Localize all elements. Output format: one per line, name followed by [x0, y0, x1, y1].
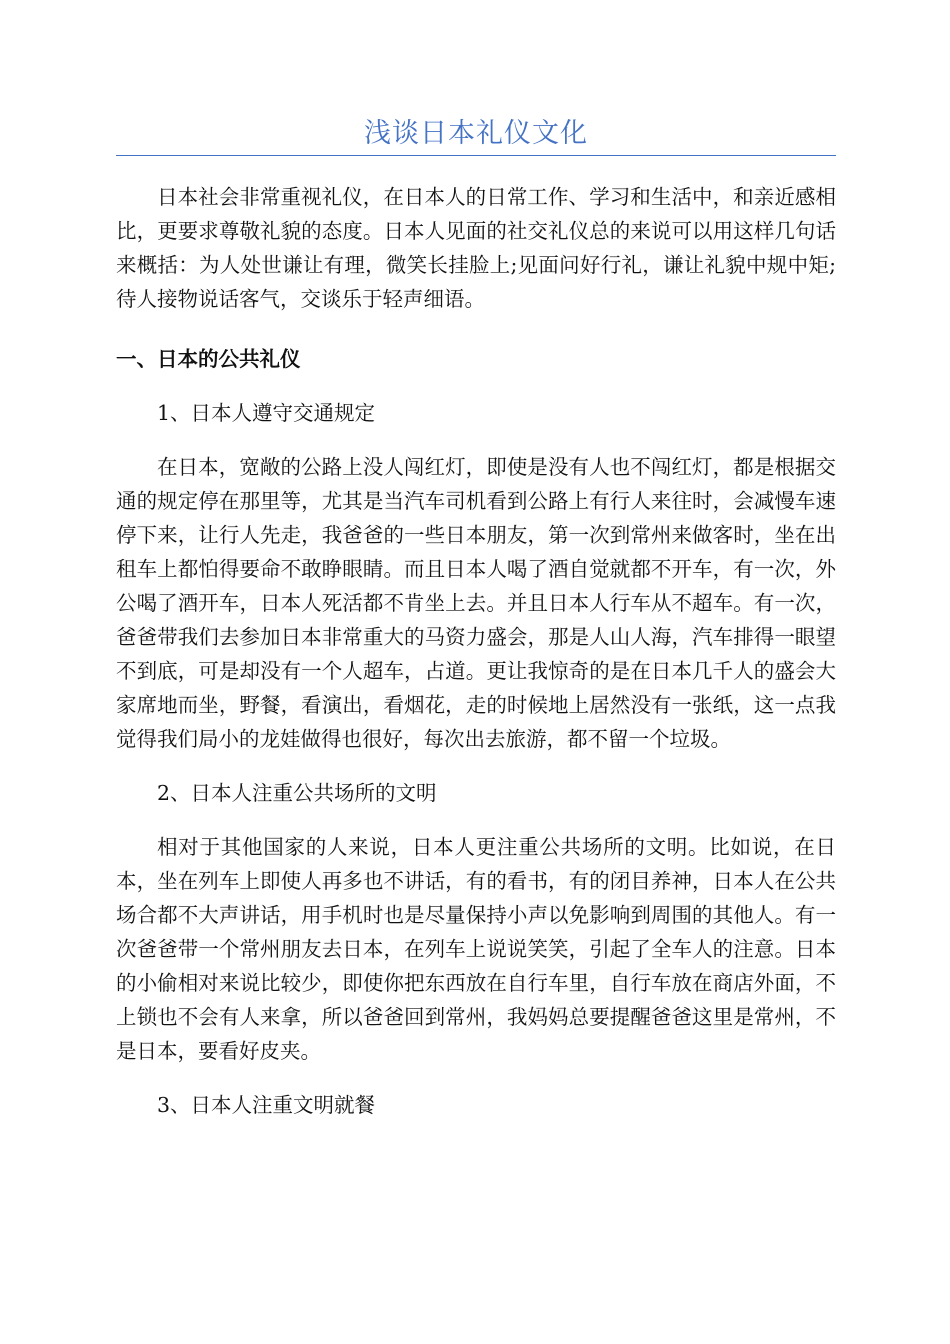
- title-underline: [116, 155, 836, 156]
- paragraph-public-civility: 相对于其他国家的人来说，日本人更注重公共场所的文明。比如说，在日本，坐在列车上即使人再多也不讲话，有的看书，有的闭目养神，日本人在公共场合都不大声讲话，用手机时也是尽量保持小声以免影响到周围的其他人。有一次爸爸带一个常州朋友去日本，在列车上说说笑笑，引起了全车人的注意。日本的小偷相对来说比较少，即使你把东西放在自行车里，自行车放在商店外面，不上锁也不会有人来拿，所以爸爸回到常州，我妈妈总要提醒爸爸这里是常州，不是日本，要看好皮夹。: [116, 835, 836, 1063]
- subheading-dining-manners: 3、日本人注重文明就餐: [157, 1093, 376, 1117]
- paragraph-traffic-rules: 在日本，宽敞的公路上没人闯红灯，即使是没有人也不闯红灯，都是根据交通的规定停在那里等，尤其是当汽车司机看到公路上有行人来往时，会减慢车速停下来，让行人先走，我爸爸的一些日本朋友，第一次到常州来做客时，坐在出租车上都怕得要命不敢睁眼睛。而且日本人喝了酒自觉就都不开车，有一次，外公喝了酒开车，日本人死活都不肯坐上去。并且日本人行车从不超车。有一次，爸爸带我们去参加日本非常重大的马资力盛会，那是人山人海，汽车排得一眼望不到底，可是却没有一个人超车，占道。更让我惊奇的是在日本几千人的盛会大家席地而坐，野餐，看演出，看烟花，走的时候地上居然没有一张纸，这一点我觉得我们局小的龙娃做得也很好，每次出去旅游，都不留一个垃圾。: [116, 455, 836, 751]
- section-heading-public-etiquette: 一、日本的公共礼仪: [116, 347, 301, 371]
- subheading-traffic-rules: 1、日本人遵守交通规定: [157, 401, 376, 425]
- document-title: 浅谈日本礼仪文化: [364, 118, 588, 149]
- subheading-public-civility: 2、日本人注重公共场所的文明: [157, 781, 437, 805]
- intro-paragraph: 日本社会非常重视礼仪，在日本人的日常工作、学习和生活中，和亲近感相比，更要求尊敬礼貌的态度。日本人见面的社交礼仪总的来说可以用这样几句话来概括：为人处世谦让有理，微笑长挂脸上;见面问好行礼，谦让礼貌中规中矩;待人接物说话客气，交谈乐于轻声细语。: [116, 185, 836, 311]
- document-body: [116, 180, 836, 1122]
- document-page: [116, 0, 836, 1122]
